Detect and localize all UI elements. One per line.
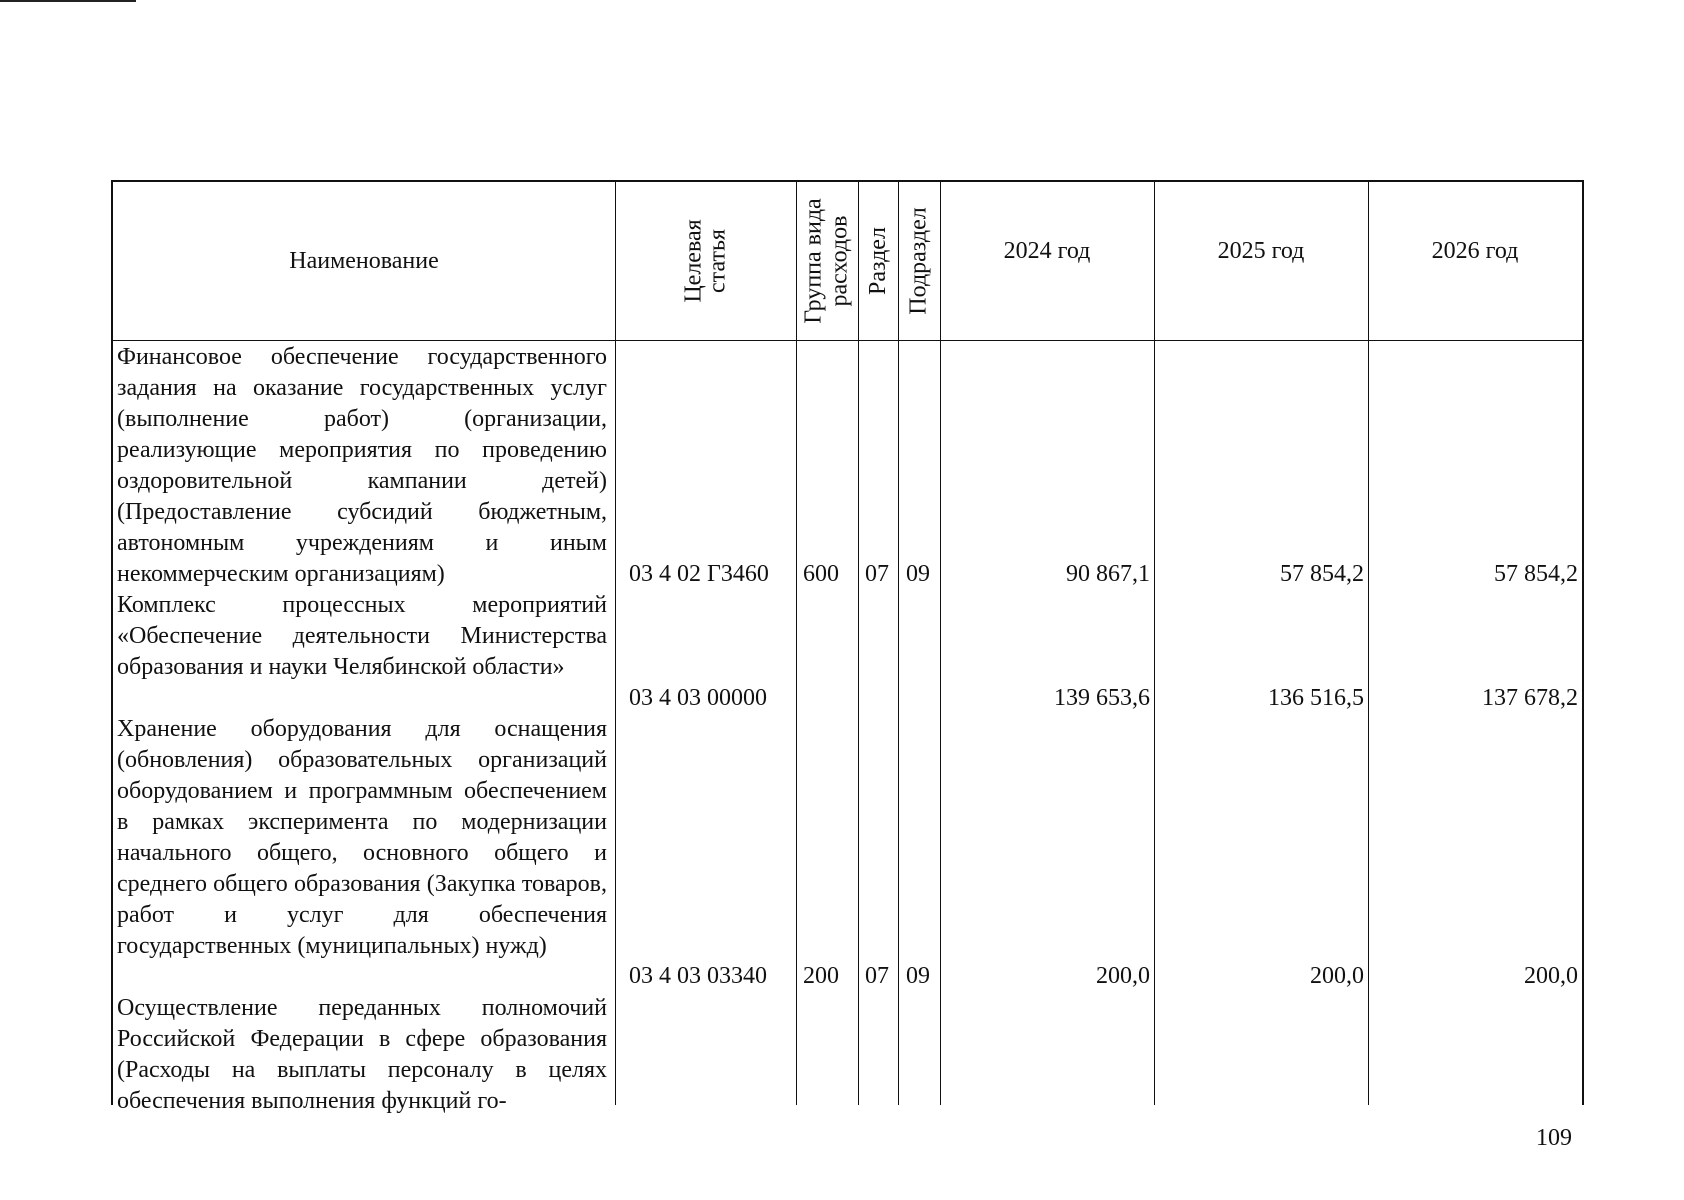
row-target: 03 4 03 00000: [629, 685, 767, 711]
row-target: 03 4 03 03340: [629, 963, 767, 989]
header-name: Наименование: [289, 247, 439, 274]
header-2024: 2024 год: [1003, 238, 1091, 264]
top-rule: [0, 0, 136, 2]
names-column: [113, 342, 611, 1117]
row-2024: 200,0: [1096, 963, 1150, 989]
row-group: 200: [803, 963, 839, 989]
header-group-label: Группа вида расходов: [801, 198, 853, 324]
row-2025: 200,0: [1310, 963, 1364, 989]
row-2024: 139 653,6: [1054, 685, 1150, 711]
header-group: [796, 182, 858, 340]
header-2025: 2025 год: [1217, 238, 1305, 264]
row-2025: 57 854,2: [1280, 561, 1364, 587]
header-target: [615, 182, 796, 340]
row-name: Комплекс процессных мероприятий «Обеспечение деятельности Министерства образования и науки Челябинской области»: [117, 592, 607, 680]
row-subsection: 09: [906, 963, 930, 989]
row-section: 07: [865, 561, 889, 587]
row-group: 600: [803, 561, 839, 587]
row-name: Хранение оборудования для оснащения (обновления) образовательных организаций оборудованием и программным обеспечением в рамках эксперимента по модернизации начального общего, основного общего и среднего общего образования (Закупка товаров, работ и услуг для обеспечения государственных (муниципальных) нужд): [117, 716, 607, 959]
row-2026: 200,0: [1524, 963, 1578, 989]
row-2026: 57 854,2: [1494, 561, 1578, 587]
header-section: [858, 182, 898, 340]
row-name: Финансовое обеспечение государственного задания на оказание государственных услуг (выполнение работ) (организации, реализующие мероприятия по проведению оздоровительной кампании детей) (Предоставление субсидий бюджетным, автономным учреждениям и иным некоммерческим организациям): [117, 344, 607, 587]
header-divider: [113, 340, 1582, 341]
row-2025: 136 516,5: [1268, 685, 1364, 711]
row-name: Осуществление переданных полномочий Российской Федерации в сфере образования (Расходы на выплаты персоналу в целях обеспечения выполнения функций го-: [117, 995, 607, 1114]
header-subsection-label: Подраздел: [906, 207, 933, 315]
page-number: 109: [1536, 1125, 1572, 1151]
header-2026: 2026 год: [1431, 238, 1519, 264]
row-2026: 137 678,2: [1482, 685, 1578, 711]
row-subsection: 09: [906, 561, 930, 587]
budget-table: [111, 180, 1584, 1114]
header-target-label: Целевая статья: [680, 219, 731, 303]
header-subsection: [898, 182, 940, 340]
header-section-label: Раздел: [865, 227, 892, 295]
row-2024: 90 867,1: [1066, 561, 1150, 587]
row-section: 07: [865, 963, 889, 989]
row-target: 03 4 02 Г3460: [629, 561, 769, 587]
